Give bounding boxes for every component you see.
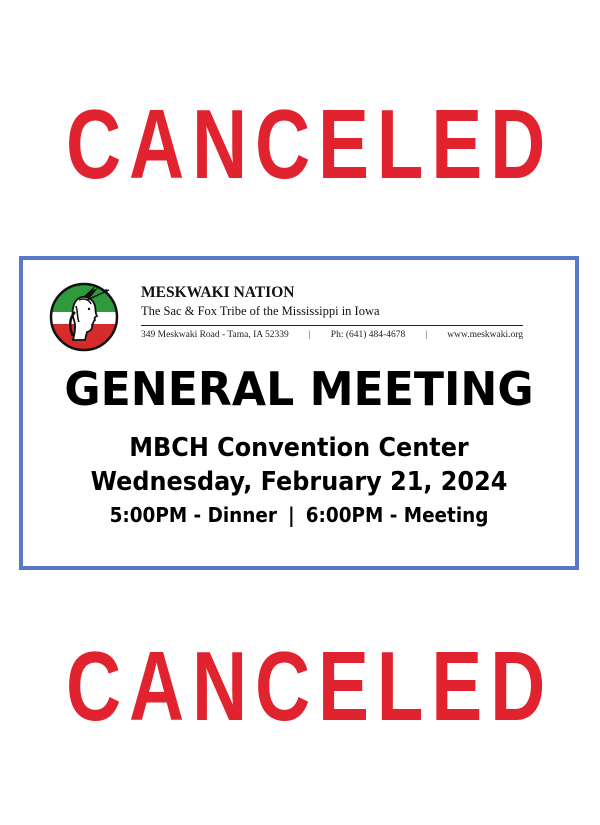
address: 349 Meskwaki Road - Tama, IA 52339 — [141, 330, 289, 340]
meeting-date: Wednesday, February 21, 2024 — [90, 467, 508, 497]
org-name: MESKWAKI NATION — [141, 284, 295, 301]
letterhead — [49, 280, 529, 350]
contact-separator: | — [425, 330, 428, 340]
contact-separator: | — [308, 330, 311, 340]
website: www.meskwaki.org — [447, 330, 523, 340]
canceled-banner-bottom: CANCELED — [66, 631, 554, 741]
meskwaki-seal-icon — [49, 282, 119, 352]
meeting-times — [45, 502, 553, 528]
dinner-time: 5:00PM - Dinner — [109, 503, 277, 527]
phone: Ph: (641) 484-4678 — [330, 330, 406, 340]
meeting-time: 6:00PM - Meeting — [305, 503, 489, 527]
contact-line — [141, 330, 523, 340]
meeting-notice-card — [19, 256, 579, 570]
org-subtitle: The Sac & Fox Tribe of the Mississippi in Iowa — [141, 304, 380, 318]
meeting-venue: MBCH Convention Center — [129, 433, 469, 463]
times-separator: | — [287, 503, 295, 527]
letterhead-divider — [141, 325, 523, 326]
canceled-banner-top: CANCELED — [66, 89, 554, 199]
meeting-title: GENERAL MEETING — [64, 362, 534, 416]
